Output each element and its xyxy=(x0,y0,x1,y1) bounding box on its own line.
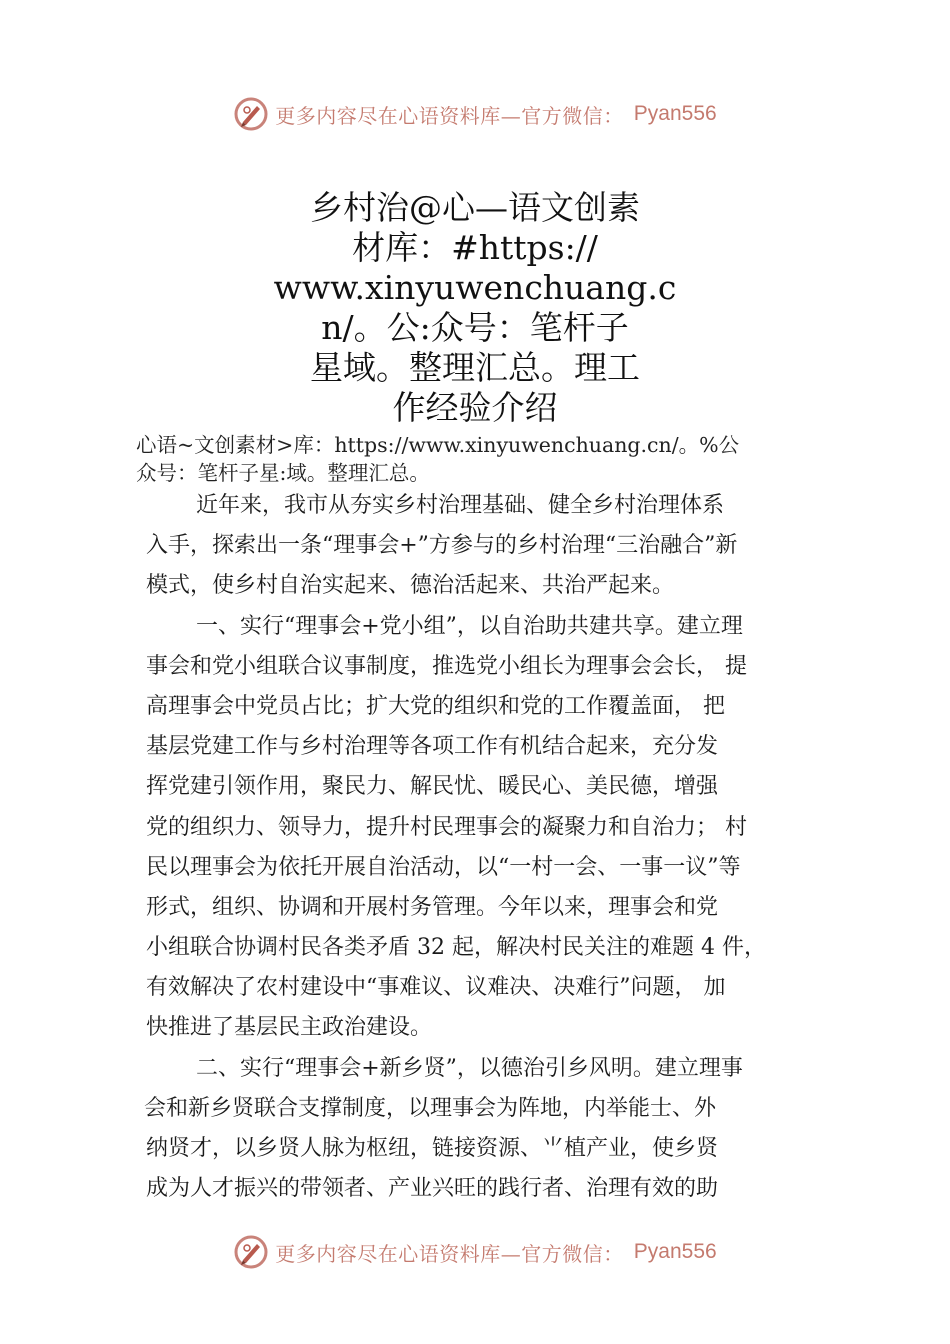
paragraph-line: 快推进了基层民主政治建设。 xyxy=(146,1015,433,1041)
paragraph-line: 民以理事会为依托开展自治活动，以“一村一会、一事一议”等 xyxy=(146,854,741,880)
paragraph-line: 小组联合协调村民各类矛盾 32 起，解决村民关注的难题 4 件， xyxy=(146,935,766,961)
footer-banner xyxy=(0,1232,950,1272)
paragraph-line: 形式，组织、协调和开展村务管理。今年以来，理事会和党 xyxy=(146,894,719,920)
paragraph-line: 会和新乡贤联合支撑制度，以理事会为阵地，内举能士、外 xyxy=(144,1095,717,1121)
banner-text: 更多内容尽在心语资料库—官方微信： xyxy=(275,1241,624,1266)
title-line: 乡村治@心—语文创素 xyxy=(310,188,640,227)
pen-logo-icon xyxy=(233,1234,269,1270)
banner-wechat-id: Pyan556 xyxy=(633,102,717,125)
pen-logo-icon xyxy=(233,96,269,132)
paragraph-line: 二、实行“理事会+新乡贤”，以德治引乡风明。建立理事 xyxy=(196,1055,743,1081)
document-title xyxy=(0,188,950,428)
paragraph-line: 有效解决了农村建设中“事难议、议难决、决难行”问题， 加 xyxy=(146,975,726,1001)
title-line: 星域。整理汇总。理工 xyxy=(310,348,640,387)
paragraph-line: 挥党建引领作用，聚民力、解民忧、暖民心、美民德，增强 xyxy=(146,774,719,800)
paragraph-line: 基层党建工作与乡村治理等各项工作有机结合起来，充分发 xyxy=(146,734,719,760)
paragraph-line: 事会和党小组联合议事制度，推选党小组长为理事会会长， 提 xyxy=(146,653,747,679)
header-banner xyxy=(0,94,950,134)
body-text xyxy=(146,486,826,1209)
paragraph-line: 高理事会中党员占比；扩大党的组织和党的工作覆盖面， 把 xyxy=(146,693,725,719)
banner-wechat-id: Pyan556 xyxy=(633,1240,717,1263)
paragraph-line: 成为人才振兴的带领者、产业兴旺的践行者、治理有效的助 xyxy=(146,1176,719,1202)
source-note xyxy=(136,431,836,487)
paragraph-line: 模式，使乡村自治实起来、德治活起来、共治严起来。 xyxy=(146,573,675,599)
title-line: 材库：#https:// xyxy=(352,228,598,267)
title-line: n/。公:众号：笔杆子 xyxy=(321,308,629,347)
title-line: 作经验介绍 xyxy=(392,388,558,427)
paragraph-line: 党的组织力、领导力，提升村民理事会的凝聚力和自治力； 村 xyxy=(146,814,747,840)
source-note-line: 众号：笔杆子星:域。整理汇总。 xyxy=(136,461,430,485)
paragraph-line: 纳贤才，以乡贤人脉为枢纽，链接资源、⺌植产业，使乡贤 xyxy=(146,1136,719,1161)
paragraph-line: 近年来，我市从夯实乡村治理基础、健全乡村治理体系 xyxy=(196,493,725,518)
title-line: www.xinyuwenchuang.c xyxy=(273,268,677,307)
paragraph-line: 入手，探索出一条“理事会+”方参与的乡村治理“三治融合”新 xyxy=(146,533,738,559)
paragraph-line: 一、实行“理事会+党小组”，以自治助共建共享。建立理 xyxy=(196,613,743,639)
source-note-line: 心语~文创素材>库：https://www.xinyuwenchuang.cn/。%公 xyxy=(136,433,740,457)
banner-text: 更多内容尽在心语资料库—官方微信： xyxy=(275,103,624,128)
